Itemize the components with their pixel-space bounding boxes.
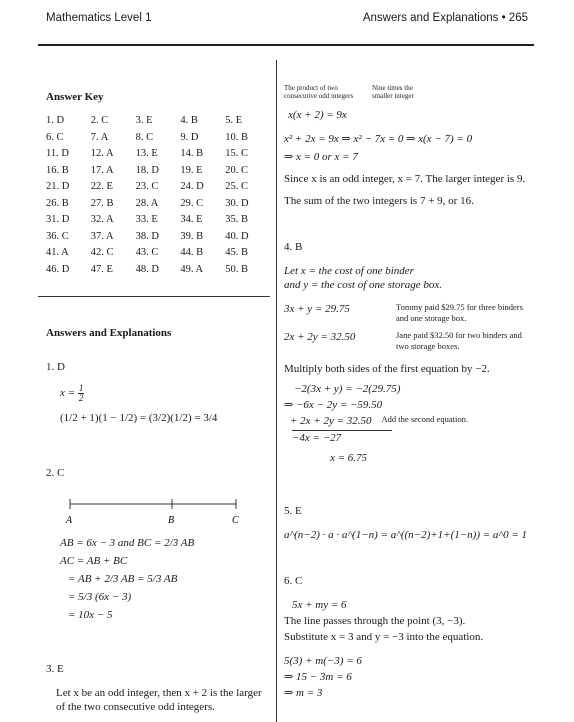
answer-key xyxy=(46,90,270,279)
answer-key-cell: 49. A xyxy=(180,263,204,275)
answer-key-cell: 20. C xyxy=(225,164,248,176)
answer-key-row xyxy=(46,114,270,131)
answer-key-cell: 28. A xyxy=(135,197,159,209)
q2-line5: = 10x − 5 xyxy=(68,609,113,621)
q2-label: 2. C xyxy=(46,467,65,479)
answer-key-cell: 10. B xyxy=(225,131,248,143)
answer-key-cell: 21. D xyxy=(46,181,70,192)
answer-key-cell: 26. B xyxy=(46,197,69,209)
answer-key-title: Answer Key xyxy=(46,91,104,103)
answer-key-cell: 18. D xyxy=(135,164,159,176)
answer-key-cell: 29. C xyxy=(180,197,204,209)
q1-label: 1. D xyxy=(46,361,65,373)
answer-key-row xyxy=(46,230,270,247)
answer-key-cell: 16. B xyxy=(46,164,69,176)
point-a-label: A xyxy=(66,515,73,526)
answer-key-row xyxy=(46,246,270,263)
answer-key-cell: 34. E xyxy=(180,214,203,225)
answer-key-cell: 7. A xyxy=(90,131,109,143)
q3-label: 3. E xyxy=(46,663,64,675)
q3-line3: Since x is an odd integer, x = 7. The larger integer is 9. xyxy=(284,173,526,185)
q6-block xyxy=(284,574,534,700)
answer-key-cell: 11. D xyxy=(46,148,69,159)
answer-key-cell: 24. D xyxy=(180,181,204,192)
q4-line2: and y = the cost of one storage box. xyxy=(284,279,443,291)
header-left: Mathematics Level 1 xyxy=(46,12,152,24)
answer-key-row xyxy=(46,164,270,181)
q4-note1: Tommy paid $29.75 for three binders and one storage box. xyxy=(396,302,523,323)
column-divider xyxy=(276,60,277,722)
answer-key-cell: 47. E xyxy=(90,263,113,275)
answer-key-cell: 42. C xyxy=(90,247,114,258)
q5-line1: a^(n−2) · a · a^(1−n) = a^((n−2)+1+(1−n)) = a^0 = 1 xyxy=(284,529,527,541)
q3-equation: x(x + 2) = 9x xyxy=(288,109,347,121)
answer-key-cell: 4. B xyxy=(180,115,198,126)
q1-line2: (1/2 + 1)(1 − 1/2) = (3/2)(1/2) = 3/4 xyxy=(60,412,218,424)
header-right: Answers and Explanations • 265 xyxy=(362,12,528,24)
answer-key-cell: 37. A xyxy=(90,230,114,242)
q3-block-left xyxy=(46,662,270,714)
explanations-title: Answers and Explanations xyxy=(46,327,172,339)
q4-note2: Jane paid $32.50 for two binders and two storage boxes. xyxy=(396,330,522,351)
answer-key-cell: 50. B xyxy=(225,263,248,275)
q3-line4: The sum of the two integers is 7 + 9, or 16. xyxy=(284,195,474,207)
q2-line4: = 5/3 (6x − 3) xyxy=(68,591,132,603)
answer-key-cell: 38. D xyxy=(135,230,159,242)
answer-key-cell: 31. D xyxy=(46,214,70,225)
q6-line4: 5(3) + m(−3) = 6 xyxy=(284,655,362,667)
q4-line1: Let x = the cost of one binder xyxy=(284,265,414,277)
answer-key-cell: 32. A xyxy=(90,214,114,225)
answer-key-cell: 25. C xyxy=(225,181,248,192)
q4-step3-row xyxy=(284,414,534,428)
section-rule xyxy=(38,296,270,297)
answer-key-cell: 23. C xyxy=(135,181,159,192)
answer-key-cell: 30. D xyxy=(225,197,249,209)
answer-key-cell: 46. D xyxy=(46,263,70,275)
q4-eq1-row xyxy=(284,302,534,324)
answer-key-cell: 5. E xyxy=(225,115,243,126)
answer-key-cell: 40. D xyxy=(225,230,249,242)
answer-key-row xyxy=(46,213,270,230)
q4-eq2-row xyxy=(284,330,534,352)
answer-key-cell: 14. B xyxy=(180,148,204,159)
answer-key-cell: 19. E xyxy=(180,164,203,176)
answer-key-row xyxy=(46,197,270,214)
q4-step4: −4x = −27 xyxy=(292,430,392,445)
q2-line2: AC = AB + BC xyxy=(60,555,128,567)
answer-key-cell: 9. D xyxy=(180,131,199,143)
q3-note2: Nine times the smaller integer xyxy=(372,84,414,100)
q4-step2: ⇒ −6x − 2y = −59.50 xyxy=(284,399,383,411)
answer-key-table xyxy=(46,114,270,279)
answer-key-row xyxy=(46,180,270,197)
q6-line2: The line passes through the point (3, −3). xyxy=(284,615,466,627)
q4-eq2: 2x + 2y = 32.50 xyxy=(284,331,356,343)
q6-label: 6. C xyxy=(284,575,303,587)
answer-key-cell: 15. C xyxy=(225,148,248,159)
answer-key-cell: 36. C xyxy=(46,230,69,242)
q4-line3: Multiply both sides of the first equation by −2. xyxy=(284,363,490,375)
answer-key-cell: 13. E xyxy=(135,148,158,159)
answer-key-row xyxy=(46,131,270,148)
page-header xyxy=(0,0,574,44)
q5-label: 5. E xyxy=(284,505,302,517)
answer-key-cell: 48. D xyxy=(135,263,159,275)
q3-note1: The product of two consecutive odd integers xyxy=(284,84,354,100)
q4-label: 4. B xyxy=(284,241,303,253)
answer-key-row xyxy=(46,263,270,280)
q4-eq1: 3x + y = 29.75 xyxy=(284,303,350,315)
segment-diagram xyxy=(60,490,260,530)
q5-block xyxy=(284,504,534,542)
q2-line1: AB = 6x − 3 and BC = 2/3 AB xyxy=(60,537,195,549)
q4-step1: −2(3x + y) = −2(29.75) xyxy=(294,383,401,395)
answer-key-cell: 22. E xyxy=(90,181,113,192)
q2-block xyxy=(46,466,270,622)
q3-block-right xyxy=(284,84,534,208)
q3-text: Let x be an odd integer, then x + 2 is the larger of the two consecutive odd integers. xyxy=(56,687,262,713)
answer-key-row xyxy=(46,147,270,164)
q2-line3: = AB + 2/3 AB = 5/3 AB xyxy=(68,573,178,585)
q3-line2: ⇒ x = 0 or x = 7 xyxy=(284,151,358,163)
q1-line1: x = $\frac{1}{2}$ xyxy=(60,383,84,403)
q4-block xyxy=(284,240,534,465)
answer-key-cell: 43. C xyxy=(135,247,159,258)
q3-line1: x² + 2x = 9x ⇒ x² − 7x = 0 ⇒ x(x − 7) = 0 xyxy=(284,133,473,145)
answer-key-cell: 12. A xyxy=(90,148,114,159)
answer-key-cell: 8. C xyxy=(135,131,154,143)
point-b-label: B xyxy=(168,515,175,526)
answer-key-cell: 44. B xyxy=(180,247,204,258)
answer-key-cell: 6. C xyxy=(46,131,64,143)
q4-step3: + 2x + 2y = 32.50 xyxy=(290,415,372,427)
answer-key-cell: 33. E xyxy=(135,214,158,225)
answer-key-cell: 39. B xyxy=(180,230,204,242)
q6-line3: Substitute x = 3 and y = −3 into the equation. xyxy=(284,631,484,643)
q6-line1: 5x + my = 6 xyxy=(292,599,347,611)
answer-key-cell: 41. A xyxy=(46,247,69,258)
answer-key-cell: 2. C xyxy=(90,115,109,126)
q1-block xyxy=(46,360,270,425)
answer-key-cell: 35. B xyxy=(225,214,248,225)
q4-step5: x = 6.75 xyxy=(330,452,368,464)
q4-step3-note: Add the second equation. xyxy=(381,414,468,424)
answer-key-cell: 27. B xyxy=(90,197,114,209)
answer-key-cell: 45. B xyxy=(225,247,248,258)
q6-line6: ⇒ m = 3 xyxy=(284,687,323,699)
q6-line5: ⇒ 15 − 3m = 6 xyxy=(284,671,352,683)
answer-key-cell: 1. D xyxy=(46,115,65,126)
answer-key-cell: 17. A xyxy=(90,164,114,176)
answer-key-cell: 3. E xyxy=(135,115,153,126)
point-c-label: C xyxy=(232,515,239,526)
header-rule xyxy=(38,44,534,46)
